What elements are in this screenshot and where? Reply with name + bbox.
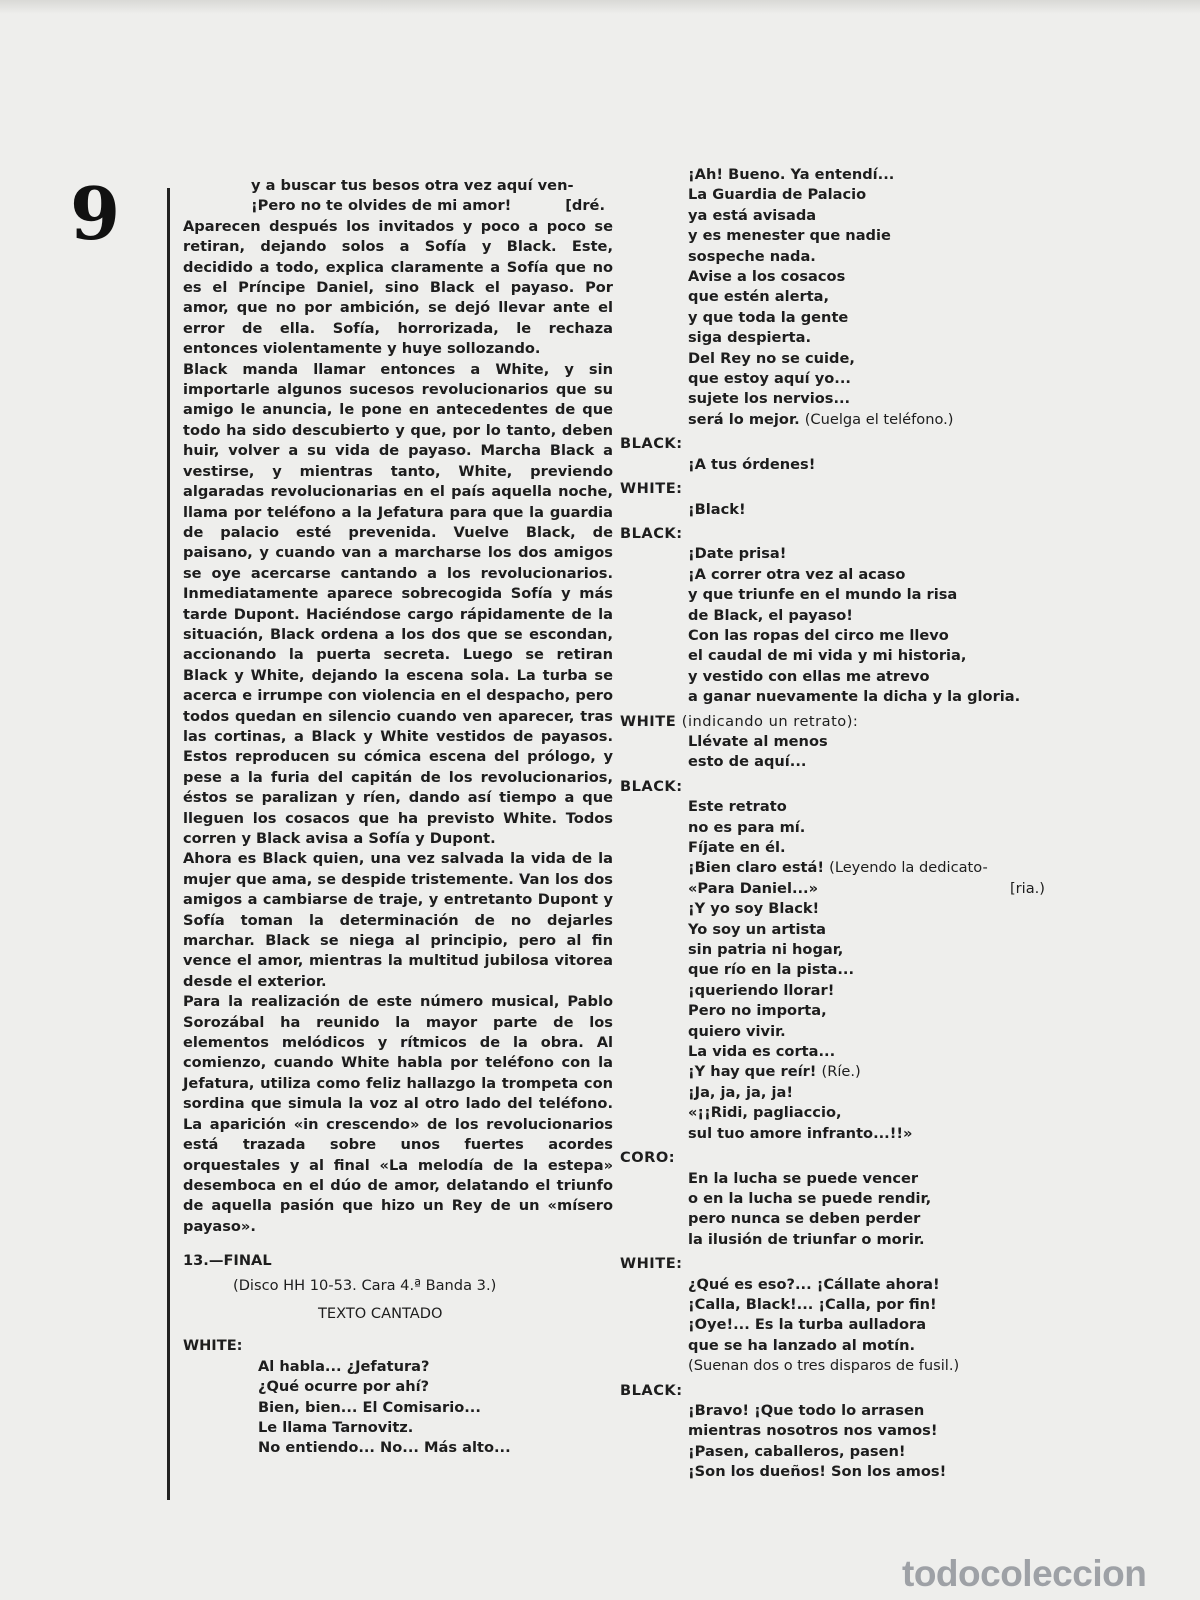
dialogue-line: ¡Y yo soy Black! (688, 900, 820, 918)
dialogue-line: ¡Pasen, caballeros, pasen! (688, 1442, 906, 1460)
dialogue-lines (620, 1275, 1060, 1377)
right-column (620, 165, 1060, 1483)
speaker-name: BLACK: (620, 435, 683, 453)
dialogue-line: ¡Date prisa! (688, 545, 787, 563)
dialogue-line: Llévate al menos (688, 732, 828, 750)
dialogue-line: Bien, bien... El Comisario... (258, 1398, 481, 1416)
stage-direction: (Cuelga el teléfono.) (804, 410, 954, 428)
dialogue-line: ¡queriendo llorar! (688, 981, 835, 999)
dialogue-line: ¡Calla, Black!... ¡Calla, por fin! (688, 1295, 937, 1313)
paragraph: Aparecen después los invitados y poco a poco se retiran, dejando solos a Sofía y Black. Este, decidido a todo, explica claramente a Sofía que no es el Príncipe Daniel, sino Black el payaso. Por amor, que no por ambición, se dejó llevar ante el error de ella. Sofía, horrorizada, le rechaza entonces violentamente y huye sollozando. (183, 217, 613, 358)
dialogue-line: En la lucha se puede vencer (688, 1169, 919, 1187)
dialogue-line: ¡A tus órdenes! (688, 455, 816, 473)
dialogue-line: Yo soy un artista (688, 920, 827, 938)
dialogue-line: y que triunfe en el mundo la risa (688, 586, 958, 604)
speaker-name: BLACK: (620, 1381, 683, 1399)
dialogue-line: ¡Ja, ja, ja, ja! (688, 1083, 794, 1101)
dialogue-line: el caudal de mi vida y mi historia, (688, 647, 967, 665)
stage-direction: (Leyendo la dedicato- (829, 859, 988, 877)
section-label: TEXTO CANTADO (318, 1304, 443, 1322)
stage-direction: (Suenan dos o tres disparos de fusil.) (688, 1357, 960, 1375)
dialogue-lines (620, 544, 1060, 707)
dialogue-line: Pero no importa, (688, 1002, 827, 1020)
dialogue-line: que estoy aquí yo... (688, 370, 851, 388)
dialogue-line: ¡Oye!... Es la turba aulladora (688, 1316, 927, 1334)
dialogue-line: ¿Qué ocurre por ahí? (258, 1378, 430, 1396)
dialogue-line: y que toda la gente (688, 308, 849, 326)
paragraph: Black manda llamar entonces a White, y sin importarle algunos sucesos revolucionarios que su amigo le anuncia, le pone en antecedentes de que todo ha sido descubierto y que, por lo tanto, deben huir, volver a su vida de payaso. Marcha Black a vestirse, y mientras tanto, White, previendo algaradas revolucionarias en el país aquella noche, llama por teléfono a la Jefatura para que la guardia de palacio esté prevenida. Vuelve Black, de paisano, y cuando van a marcharse los dos amigos se oye acercarse cantando a los revolucionarios. Inmediatamente aparece sobrecogida Sofía y más tarde Dupont. Haciéndose cargo rápidamente de la situación, Black ordena a los dos que se escondan, accionando la puerta secreta. Luego se retiran Black y White, dejando la escena sola. La turba se acerca e irrumpe con violencia en el despacho, pero todos quedan en silencio cuando ven aparecer, tras las cortinas, a Black y White vestidos de payasos. Estos reproducen su cómica escena del prólogo, y pese a la furia del capitán de los revolucionarios, éstos se paralizan y ríen, dando así tiempo a que lleguen los cosacos que ha previsto White. Todos corren y Black avisa a Sofía y Dupont. (183, 360, 613, 847)
opening-verse (183, 176, 613, 217)
dialogue-line: que estén alerta, (688, 288, 830, 306)
stage-direction: (Ríe.) (821, 1063, 861, 1081)
dialogue-line: ¡A correr otra vez al acaso (688, 565, 906, 583)
dialogue-line: que se ha lanzado al motín. (688, 1336, 916, 1354)
speaker-name: BLACK: (620, 777, 683, 795)
dialogue-line: sin patria ni hogar, (688, 941, 844, 959)
dialogue-line: quiero vivir. (688, 1022, 786, 1040)
dialogue-line: ya está avisada (688, 206, 817, 224)
dialogue-line: ¡Son los dueños! Son los amos! (688, 1463, 947, 1481)
page-number: 9 (70, 171, 121, 256)
dialogue-line: pero nunca se deben perder (688, 1210, 921, 1228)
verse-tail: [dré. (565, 197, 605, 215)
dialogue-line: Al habla... ¿Jefatura? (258, 1357, 430, 1375)
speaker-name: BLACK: (620, 524, 683, 542)
speaker-name: CORO: (620, 1149, 676, 1167)
speaker-name: WHITE: (620, 480, 683, 498)
dialogue-lines (620, 732, 1060, 773)
page-top-shadow (0, 0, 1200, 14)
dialogue-line: sujete los nervios... (688, 390, 851, 408)
dialogue-line: sospeche nada. (688, 247, 816, 265)
dialogue-line: Le llama Tarnovitz. (258, 1418, 414, 1436)
dialogue-lines (620, 1169, 1060, 1251)
dialogue-line: Fíjate en él. (688, 839, 786, 856)
dialogue-line: esto de aquí... (688, 753, 807, 771)
dialogue-line: ¡Ah! Bueno. Ya entendí... (688, 166, 895, 183)
dialogue-line: la ilusión de triunfar o morir. (688, 1230, 925, 1248)
paragraph: Ahora es Black quien, una vez salvada la vida de la mujer que ama, se despide tristemente. Van los dos amigos a cambiarse de traje, y entretanto Dupont y Sofía toman la determinación de no dejarles marchar. Black se niega al principio, pero al fin vence el amor, mientras la multitud jubilosa vitorea desde el exterior. (183, 850, 613, 990)
stage-direction: [ria.) (1009, 879, 1045, 897)
dialogue-line: ¡Y hay que reír! (Ríe.) (688, 1063, 861, 1081)
dialogue-line: no es para mí. (688, 818, 806, 836)
dialogue-line: siga despierta. (688, 329, 812, 347)
watermark-logo: todocoleccion (902, 1553, 1147, 1594)
dialogue-line: y es menester que nadie (688, 227, 891, 245)
dialogue-line: ¡Bravo! ¡Que todo lo arrasen (688, 1401, 925, 1419)
speaker-name: WHITE: (620, 1255, 683, 1273)
dialogue-line: Este retrato (688, 798, 787, 816)
dialogue-line: «¡¡Ridi, pagliaccio, (688, 1104, 842, 1122)
dialogue-line: La vida es corta... (688, 1043, 836, 1061)
dialogue-line: y vestido con ellas me atrevo (688, 667, 930, 685)
dialogue-line: que río en la pista... (688, 961, 855, 979)
dialogue-line: No entiendo... No... Más alto... (258, 1439, 511, 1457)
dialogue-lines (183, 1357, 613, 1459)
dialogue-line: La Guardia de Palacio (688, 186, 867, 204)
section-subtitle: (Disco HH 10-53. Cara 4.ª Banda 3.) (233, 1276, 497, 1294)
dialogue-line: ¡Bien claro está! (Leyendo la dedicato- (688, 859, 988, 877)
dialogue-line: Avise a los cosacos (688, 268, 846, 286)
dialogue-line: de Black, el payaso! (688, 606, 853, 624)
speaker-name: WHITE (620, 712, 677, 730)
dialogue-line: mientras nosotros nos vamos! (688, 1422, 938, 1440)
verse-line: ¡Pero no te olvides de mi amor! [dré. (183, 196, 613, 216)
dialogue-line: ¡Black! (688, 500, 746, 518)
stage-direction: (indicando un retrato): (681, 712, 859, 730)
dialogue-line: o en la lucha se puede rendir, (688, 1189, 932, 1207)
dialogue-lines (620, 165, 1060, 430)
speaker-name: WHITE: (183, 1337, 243, 1355)
dialogue-line: Del Rey no se cuide, (688, 349, 855, 367)
verse-line: y a buscar tus besos otra vez aquí ven- (251, 177, 574, 194)
dialogue-line: será lo mejor. (Cuelga el teléfono.) (688, 410, 954, 428)
dialogue-lines (620, 797, 1060, 1144)
dialogue-line: sul tuo amore infranto...!!» (688, 1124, 913, 1142)
dialogue-lines (620, 1401, 1060, 1483)
dialogue-line: ¿Qué es eso?... ¡Cállate ahora! (688, 1275, 940, 1293)
paragraph: Para la realización de este número musical, Pablo Sorozábal ha reunido la mayor parte de los elementos melódicos y rítmicos de la obra. Al comienzo, cuando White habla por teléfono con la Jefatura, utiliza como feliz hallazgo la trompeta con sordina que simula la voz al otro lado del teléfono. La aparición «in crescendo» de los revolucionarios está trazada sobre unos fuertes acordes orquestales y al final «La melodía de la estepa» desemboca en el dúo de amor, delatando el triunfo de aquella pasión que hizo un Rey de un «mísero payaso». (183, 993, 613, 1235)
vertical-rule (167, 188, 170, 1500)
left-column (183, 176, 613, 1459)
dialogue-line: Con las ropas del circo me llevo (688, 626, 949, 644)
dialogue-line: «Para Daniel...» [ria.) (688, 879, 1060, 899)
speaker-with-direction (620, 712, 1060, 732)
dialogue-line: a ganar nuevamente la dicha y la gloria. (688, 688, 1021, 706)
section-title: 13.—FINAL (183, 1252, 272, 1270)
